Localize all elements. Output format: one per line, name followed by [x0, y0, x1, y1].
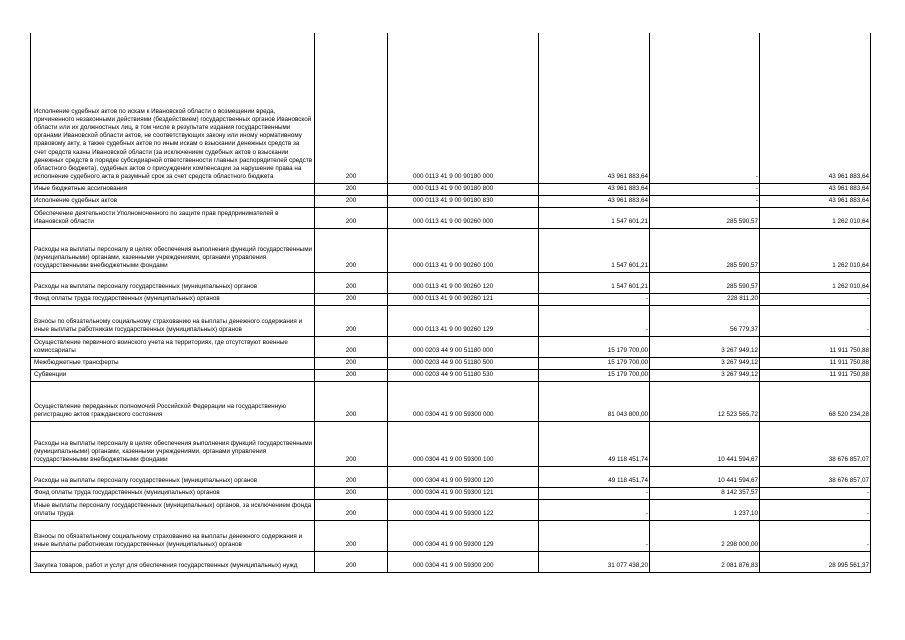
row-budget-code: 000 0304 41 9 00 59300 200: [388, 551, 539, 572]
row-remaining-amount: -: [760, 487, 871, 499]
table-row: [31, 499, 871, 520]
row-budget-code: 000 0113 41 9 00 90260 120: [388, 272, 539, 293]
table-row: [31, 228, 871, 272]
row-approved-amount: 1 547 601,21: [539, 207, 650, 228]
row-approved-amount: 49 118 451,74: [539, 421, 650, 466]
table-row: [31, 466, 871, 487]
row-executed-amount: 3 267 949,12: [650, 369, 760, 381]
row-approved-amount: -: [539, 305, 650, 336]
row-budget-code: 000 0304 41 9 00 59300 121: [388, 487, 539, 499]
row-executed-amount: -: [650, 183, 760, 195]
row-line-code: 200: [315, 195, 388, 207]
table-row: [31, 195, 871, 207]
row-budget-code: 000 0304 41 9 00 59300 120: [388, 466, 539, 487]
row-remaining-amount: 11 911 750,88: [760, 369, 871, 381]
row-budget-code: 000 0113 41 9 00 90260 000: [388, 207, 539, 228]
row-line-code: 200: [315, 551, 388, 572]
row-name: Расходы на выплаты персоналу государственных (муниципальных) органов: [31, 272, 315, 293]
row-approved-amount: 49 118 451,74: [539, 466, 650, 487]
row-line-code: 200: [315, 421, 388, 466]
table-row: [31, 293, 871, 305]
row-name: Осуществление первичного воинского учета на территориях, где отсутствуют военные комиссариаты: [31, 336, 315, 357]
row-name: Исполнение судебных актов по искам к Ивановской области о возмещении вреда, причиненного незаконными действиями (бездействием) государственных органов Ивановской области или их должностных лиц, в том числе в результате издания государственными органами Ивановской области актов, не соответствующих закону или иному нормативному правовому акту, а также судебных актов по иным искам о взыскании денежных средств за счет средств казны Ивановской области (за исключением судебных актов о взыскании денежных средств в порядке субсидиарной ответственности главных распорядителей средств областного бюджета), судебных актов о присуждении компенсации за нарушение права на исполнение судебного акта в разумный срок за счет средств областного бюджета: [31, 33, 315, 183]
table-body: [31, 33, 871, 572]
table-row: [31, 551, 871, 572]
row-budget-code: 000 0203 44 9 00 51180 000: [388, 336, 539, 357]
row-executed-amount: 10 441 594,67: [650, 466, 760, 487]
row-executed-amount: 2 298 000,00: [650, 520, 760, 551]
row-name: Взносы по обязательному социальному страхованию на выплаты денежного содержания и иные выплаты работникам государственных (муниципальных) органов: [31, 305, 315, 336]
row-budget-code: 000 0304 41 9 00 59300 122: [388, 499, 539, 520]
row-remaining-amount: 38 676 857,07: [760, 421, 871, 466]
table-row: [31, 381, 871, 421]
table-row: [31, 369, 871, 381]
row-remaining-amount: 38 676 857,07: [760, 466, 871, 487]
row-remaining-amount: -: [760, 520, 871, 551]
row-executed-amount: 1 237,10: [650, 499, 760, 520]
budget-expenditure-table: [30, 33, 871, 573]
table-row: [31, 272, 871, 293]
row-budget-code: 000 0113 41 9 00 90180 800: [388, 183, 539, 195]
row-remaining-amount: 43 961 883,64: [760, 183, 871, 195]
table-row: [31, 207, 871, 228]
row-budget-code: 000 0304 41 9 00 59300 100: [388, 421, 539, 466]
row-executed-amount: 3 267 949,12: [650, 357, 760, 369]
row-executed-amount: 228 811,20: [650, 293, 760, 305]
row-line-code: 200: [315, 369, 388, 381]
row-line-code: 200: [315, 207, 388, 228]
row-remaining-amount: 43 961 883,64: [760, 195, 871, 207]
row-remaining-amount: 1 262 010,64: [760, 228, 871, 272]
row-executed-amount: 2 081 876,83: [650, 551, 760, 572]
row-line-code: 200: [315, 499, 388, 520]
row-executed-amount: 56 779,37: [650, 305, 760, 336]
row-executed-amount: 285 590,57: [650, 272, 760, 293]
table-row: [31, 33, 871, 183]
row-name: Исполнение судебных актов: [31, 195, 315, 207]
row-remaining-amount: 11 911 750,88: [760, 336, 871, 357]
row-executed-amount: 285 590,57: [650, 207, 760, 228]
row-name: Фонд оплаты труда государственных (муниципальных) органов: [31, 487, 315, 499]
row-name: Фонд оплаты труда государственных (муниципальных) органов: [31, 293, 315, 305]
table-row: [31, 357, 871, 369]
row-budget-code: 000 0113 41 9 00 90180 830: [388, 195, 539, 207]
row-remaining-amount: 1 262 010,64: [760, 272, 871, 293]
row-remaining-amount: -: [760, 305, 871, 336]
row-approved-amount: -: [539, 487, 650, 499]
row-name: Субвенции: [31, 369, 315, 381]
table-row: [31, 183, 871, 195]
table-row: [31, 336, 871, 357]
row-remaining-amount: -: [760, 499, 871, 520]
row-approved-amount: -: [539, 293, 650, 305]
row-approved-amount: 1 547 601,21: [539, 228, 650, 272]
row-budget-code: 000 0304 41 9 00 59300 000: [388, 381, 539, 421]
row-line-code: 200: [315, 466, 388, 487]
row-line-code: 200: [315, 183, 388, 195]
row-line-code: 200: [315, 336, 388, 357]
row-line-code: 200: [315, 520, 388, 551]
table-row: [31, 487, 871, 499]
row-approved-amount: -: [539, 499, 650, 520]
row-budget-code: 000 0113 41 9 00 90260 121: [388, 293, 539, 305]
row-line-code: 200: [315, 357, 388, 369]
row-executed-amount: 8 142 357,57: [650, 487, 760, 499]
row-name: Расходы на выплаты персоналу в целях обеспечения выполнения функций государственными (муниципальными) органами, казенными учреждениями, органами управления государственными внебюджетными фондами: [31, 421, 315, 466]
row-approved-amount: 1 547 601,21: [539, 272, 650, 293]
row-line-code: 200: [315, 293, 388, 305]
row-remaining-amount: -: [760, 293, 871, 305]
row-approved-amount: 31 077 438,20: [539, 551, 650, 572]
row-executed-amount: -: [650, 195, 760, 207]
row-remaining-amount: 28 995 561,37: [760, 551, 871, 572]
row-budget-code: 000 0304 41 9 00 59300 129: [388, 520, 539, 551]
row-approved-amount: 15 179 700,00: [539, 357, 650, 369]
row-executed-amount: 10 441 594,67: [650, 421, 760, 466]
row-name: Иные выплаты персоналу государственных (муниципальных) органов, за исключением фонда оплаты труда: [31, 499, 315, 520]
row-approved-amount: 43 961 883,64: [539, 183, 650, 195]
row-executed-amount: 12 523 565,72: [650, 381, 760, 421]
row-name: Закупка товаров, работ и услуг для обеспечения государственных (муниципальных) нужд: [31, 551, 315, 572]
row-budget-code: 000 0113 41 9 00 90180 000: [388, 33, 539, 183]
row-name: Осуществление переданных полномочий Российской Федерации на государственную регистрацию актов гражданского состояния: [31, 381, 315, 421]
row-line-code: 200: [315, 228, 388, 272]
row-line-code: 200: [315, 381, 388, 421]
row-executed-amount: 285 590,57: [650, 228, 760, 272]
row-approved-amount: 43 961 883,64: [539, 195, 650, 207]
row-remaining-amount: 68 520 234,28: [760, 381, 871, 421]
row-line-code: 200: [315, 487, 388, 499]
row-line-code: 200: [315, 272, 388, 293]
row-budget-code: 000 0203 44 9 00 51180 500: [388, 357, 539, 369]
table-row: [31, 305, 871, 336]
row-name: Межбюджетные трансферты: [31, 357, 315, 369]
row-name: Обеспечение деятельности Уполномоченного по защите прав предпринимателей в Ивановской области: [31, 207, 315, 228]
row-budget-code: 000 0113 41 9 00 90260 129: [388, 305, 539, 336]
row-remaining-amount: 11 911 750,88: [760, 357, 871, 369]
row-approved-amount: 15 179 700,00: [539, 336, 650, 357]
row-approved-amount: 43 961 883,64: [539, 33, 650, 183]
row-name: Расходы на выплаты персоналу государственных (муниципальных) органов: [31, 466, 315, 487]
row-budget-code: 000 0113 41 9 00 90260 100: [388, 228, 539, 272]
row-executed-amount: -: [650, 33, 760, 183]
row-approved-amount: 15 179 700,00: [539, 369, 650, 381]
row-executed-amount: 3 267 949,12: [650, 336, 760, 357]
row-name: Расходы на выплаты персоналу в целях обеспечения выполнения функций государственными (муниципальными) органами, казенными учреждениями, органами управления государственными внебюджетными фондами: [31, 228, 315, 272]
row-name: Взносы по обязательному социальному страхованию на выплаты денежного содержания и иные выплаты работникам государственных (муниципальных) органов: [31, 520, 315, 551]
row-remaining-amount: 43 961 883,64: [760, 33, 871, 183]
row-budget-code: 000 0203 44 9 00 51180 530: [388, 369, 539, 381]
row-line-code: 200: [315, 305, 388, 336]
row-name: Иные бюджетные ассигнования: [31, 183, 315, 195]
table-row: [31, 421, 871, 466]
row-approved-amount: 81 043 800,00: [539, 381, 650, 421]
row-line-code: 200: [315, 33, 388, 183]
row-approved-amount: -: [539, 520, 650, 551]
table-row: [31, 520, 871, 551]
row-remaining-amount: 1 262 010,64: [760, 207, 871, 228]
